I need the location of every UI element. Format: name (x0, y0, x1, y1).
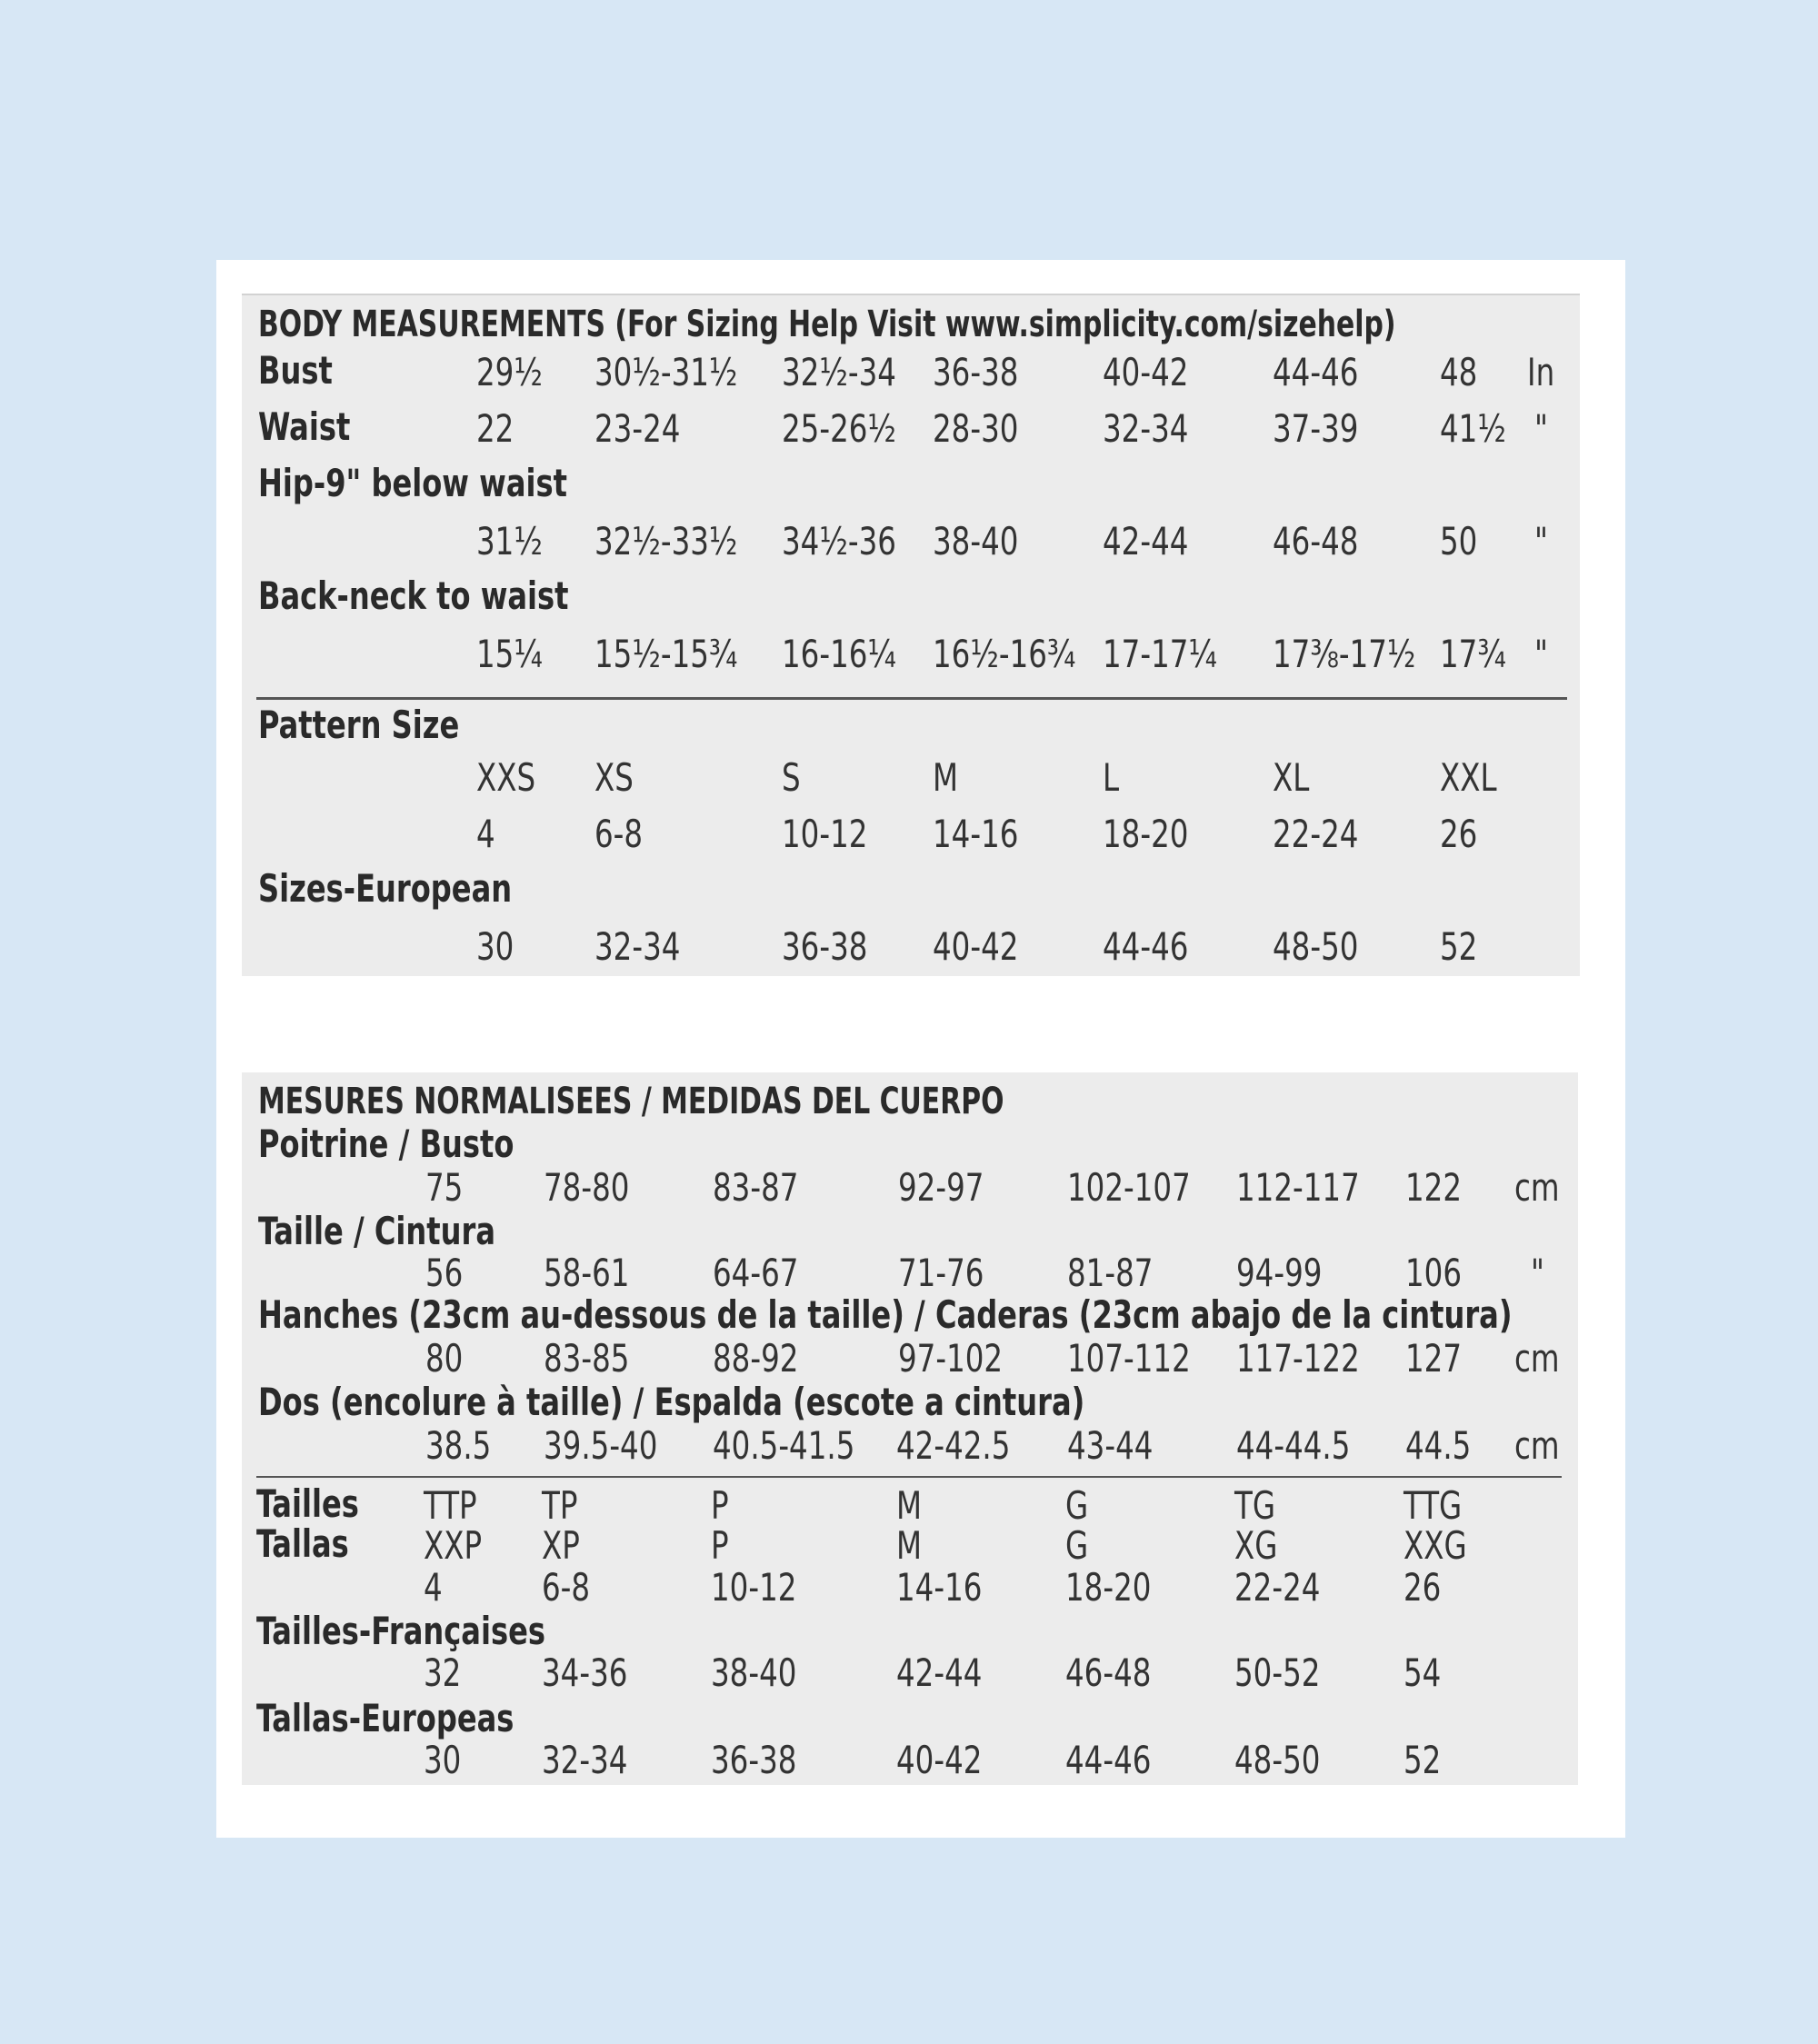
size-number: 38-40 (711, 1650, 797, 1695)
value-cell: 17⅜-17½ (1273, 632, 1416, 676)
size-letter: XL (1273, 755, 1310, 800)
size-number: 32-34 (542, 1738, 628, 1782)
european-sizes-label: Sizes-European (258, 866, 513, 911)
value-cell: 42-42.5 (896, 1423, 1011, 1468)
size-number: 52 (1403, 1738, 1442, 1782)
size-number: 14-16 (896, 1565, 983, 1610)
size-letter-es: XP (542, 1523, 580, 1568)
unit-cell: " (1534, 406, 1548, 451)
value-cell: 112-117 (1236, 1165, 1360, 1210)
value-cell: 41½ (1440, 406, 1506, 451)
value-cell: 32-34 (1103, 406, 1189, 451)
size-number: 50-52 (1234, 1650, 1321, 1695)
unit-cell: " (1531, 1251, 1544, 1295)
panel-title: MESURES NORMALISEES / MEDIDAS DEL CUERPO (258, 1081, 1004, 1122)
value-cell: 22 (476, 406, 514, 451)
size-letter: XS (594, 755, 634, 800)
value-cell: 44-44.5 (1236, 1423, 1351, 1468)
value-cell: 42-44 (1103, 519, 1189, 563)
value-cell: 36-38 (933, 350, 1019, 394)
row-label-hanches: Hanches (23cm au-dessous de la taille) / Caderas (23cm abajo de la cintura) (258, 1292, 1513, 1337)
size-number: 10-12 (711, 1565, 797, 1610)
size-number: 10-12 (782, 812, 868, 856)
value-cell: 23-24 (594, 406, 681, 451)
size-letter-es: M (896, 1523, 923, 1568)
row-label-waist: Waist (258, 404, 351, 449)
size-number: 6-8 (594, 812, 644, 856)
value-cell: 127 (1405, 1336, 1463, 1381)
size-letter: S (782, 755, 801, 800)
unit-cell: cm (1514, 1423, 1560, 1468)
row-label-bust: Bust (258, 348, 333, 393)
size-number: 6-8 (542, 1565, 591, 1610)
value-cell: 17¾ (1440, 632, 1506, 676)
panel-title: BODY MEASUREMENTS (For Sizing Help Visit www.simplicity.com/sizehelp) (258, 304, 1396, 345)
value-cell: 34½-36 (782, 519, 896, 563)
value-cell: 38-40 (933, 519, 1019, 563)
size-letter: L (1103, 755, 1120, 800)
row-label-taille: Taille / Cintura (258, 1209, 496, 1253)
size-number: 32 (424, 1650, 462, 1695)
size-number: 26 (1403, 1565, 1442, 1610)
size-number: 30 (476, 924, 514, 969)
value-cell: 40-42 (1103, 350, 1189, 394)
value-cell: 44-46 (1273, 350, 1359, 394)
value-cell: 44.5 (1405, 1423, 1472, 1468)
value-cell: 32½-34 (782, 350, 896, 394)
size-number: 30 (424, 1738, 462, 1782)
size-number: 44-46 (1065, 1738, 1152, 1782)
value-cell: 31½ (476, 519, 543, 563)
unit-cell: " (1534, 519, 1548, 563)
value-cell: 83-85 (544, 1336, 630, 1381)
size-number: 4 (476, 812, 495, 856)
value-cell: 29½ (476, 350, 543, 394)
value-cell: 78-80 (544, 1165, 630, 1210)
value-cell: 58-61 (544, 1251, 630, 1295)
row-label-back-neck: Back-neck to waist (258, 573, 569, 618)
value-cell: 39.5-40 (544, 1423, 658, 1468)
value-cell: 56 (425, 1251, 464, 1295)
size-letter: XXS (476, 755, 536, 800)
size-number: 48-50 (1234, 1738, 1321, 1782)
value-cell: 48 (1440, 350, 1478, 394)
top-rule (242, 294, 1580, 295)
size-letter-fr: TP (542, 1483, 578, 1528)
value-cell: 43-44 (1067, 1423, 1154, 1468)
size-number: 34-36 (542, 1650, 628, 1695)
row-label-poitrine: Poitrine / Busto (258, 1122, 514, 1166)
body-measurements-panel (242, 294, 1580, 976)
size-number: 22-24 (1273, 812, 1359, 856)
size-number: 52 (1440, 924, 1478, 969)
value-cell: 32½-33½ (594, 519, 738, 563)
size-number: 36-38 (711, 1738, 797, 1782)
unit-cell: cm (1514, 1165, 1560, 1210)
value-cell: 102-107 (1067, 1165, 1191, 1210)
size-letter-es: G (1065, 1523, 1089, 1568)
value-cell: 83-87 (713, 1165, 799, 1210)
value-cell: 88-92 (713, 1336, 799, 1381)
value-cell: 40.5-41.5 (713, 1423, 855, 1468)
size-number: 44-46 (1103, 924, 1189, 969)
size-letter-es: XXG (1403, 1523, 1467, 1568)
mesures-normalisees-panel (242, 1072, 1578, 1785)
size-number: 18-20 (1065, 1565, 1152, 1610)
section-divider (256, 697, 1567, 700)
size-letter: M (933, 755, 959, 800)
value-cell: 107-112 (1067, 1336, 1191, 1381)
size-number: 36-38 (782, 924, 868, 969)
value-cell: 25-26½ (782, 406, 896, 451)
row-label-dos: Dos (encolure à taille) / Espalda (escote a cintura) (258, 1380, 1085, 1424)
row-label-hip: Hip-9" below waist (258, 461, 567, 505)
value-cell: 50 (1440, 519, 1478, 563)
value-cell: 28-30 (933, 406, 1019, 451)
unit-cell: cm (1514, 1336, 1560, 1381)
value-cell: 97-102 (898, 1336, 1004, 1381)
value-cell: 17-17¼ (1103, 632, 1217, 676)
tallas-europeas-label: Tallas-Europeas (256, 1696, 514, 1740)
tallas-label: Tallas (256, 1521, 349, 1566)
value-cell: 117-122 (1236, 1336, 1360, 1381)
size-letter-fr: TG (1234, 1483, 1276, 1528)
size-number: 48-50 (1273, 924, 1359, 969)
value-cell: 106 (1405, 1251, 1463, 1295)
value-cell: 92-97 (898, 1165, 984, 1210)
size-letter-es: XXP (424, 1523, 483, 1568)
value-cell: 81-87 (1067, 1251, 1154, 1295)
size-letter-fr: G (1065, 1483, 1089, 1528)
value-cell: 71-76 (898, 1251, 984, 1295)
value-cell: 30½-31½ (594, 350, 738, 394)
value-cell: 15½-15¾ (594, 632, 738, 676)
value-cell: 37-39 (1273, 406, 1359, 451)
value-cell: 15¼ (476, 632, 543, 676)
size-number: 46-48 (1065, 1650, 1152, 1695)
value-cell: 46-48 (1273, 519, 1359, 563)
size-number: 4 (424, 1565, 443, 1610)
tailles-francaises-label: Tailles-Françaises (256, 1609, 546, 1653)
size-letter-fr: TTG (1403, 1483, 1463, 1528)
pattern-size-label: Pattern Size (258, 703, 460, 747)
value-cell: 38.5 (425, 1423, 492, 1468)
size-number: 14-16 (933, 812, 1019, 856)
value-cell: 64-67 (713, 1251, 799, 1295)
value-cell: 75 (425, 1165, 464, 1210)
value-cell: 16½-16¾ (933, 632, 1076, 676)
size-number: 42-44 (896, 1650, 983, 1695)
size-number: 54 (1403, 1650, 1442, 1695)
size-letter-fr: P (711, 1483, 729, 1528)
size-letter: XXL (1440, 755, 1497, 800)
size-number: 32-34 (594, 924, 681, 969)
value-cell: 80 (425, 1336, 464, 1381)
section-divider (256, 1476, 1562, 1478)
tailles-label: Tailles (256, 1481, 359, 1526)
value-cell: 16-16¼ (782, 632, 896, 676)
unit-cell: In (1527, 350, 1555, 394)
size-number: 22-24 (1234, 1565, 1321, 1610)
size-number: 40-42 (933, 924, 1019, 969)
size-letter-fr: M (896, 1483, 923, 1528)
unit-cell: " (1534, 632, 1548, 676)
size-letter-fr: TTP (424, 1483, 477, 1528)
size-number: 26 (1440, 812, 1478, 856)
size-letter-es: P (711, 1523, 729, 1568)
size-number: 40-42 (896, 1738, 983, 1782)
value-cell: 94-99 (1236, 1251, 1323, 1295)
size-letter-es: XG (1234, 1523, 1278, 1568)
size-number: 18-20 (1103, 812, 1189, 856)
value-cell: 122 (1405, 1165, 1463, 1210)
